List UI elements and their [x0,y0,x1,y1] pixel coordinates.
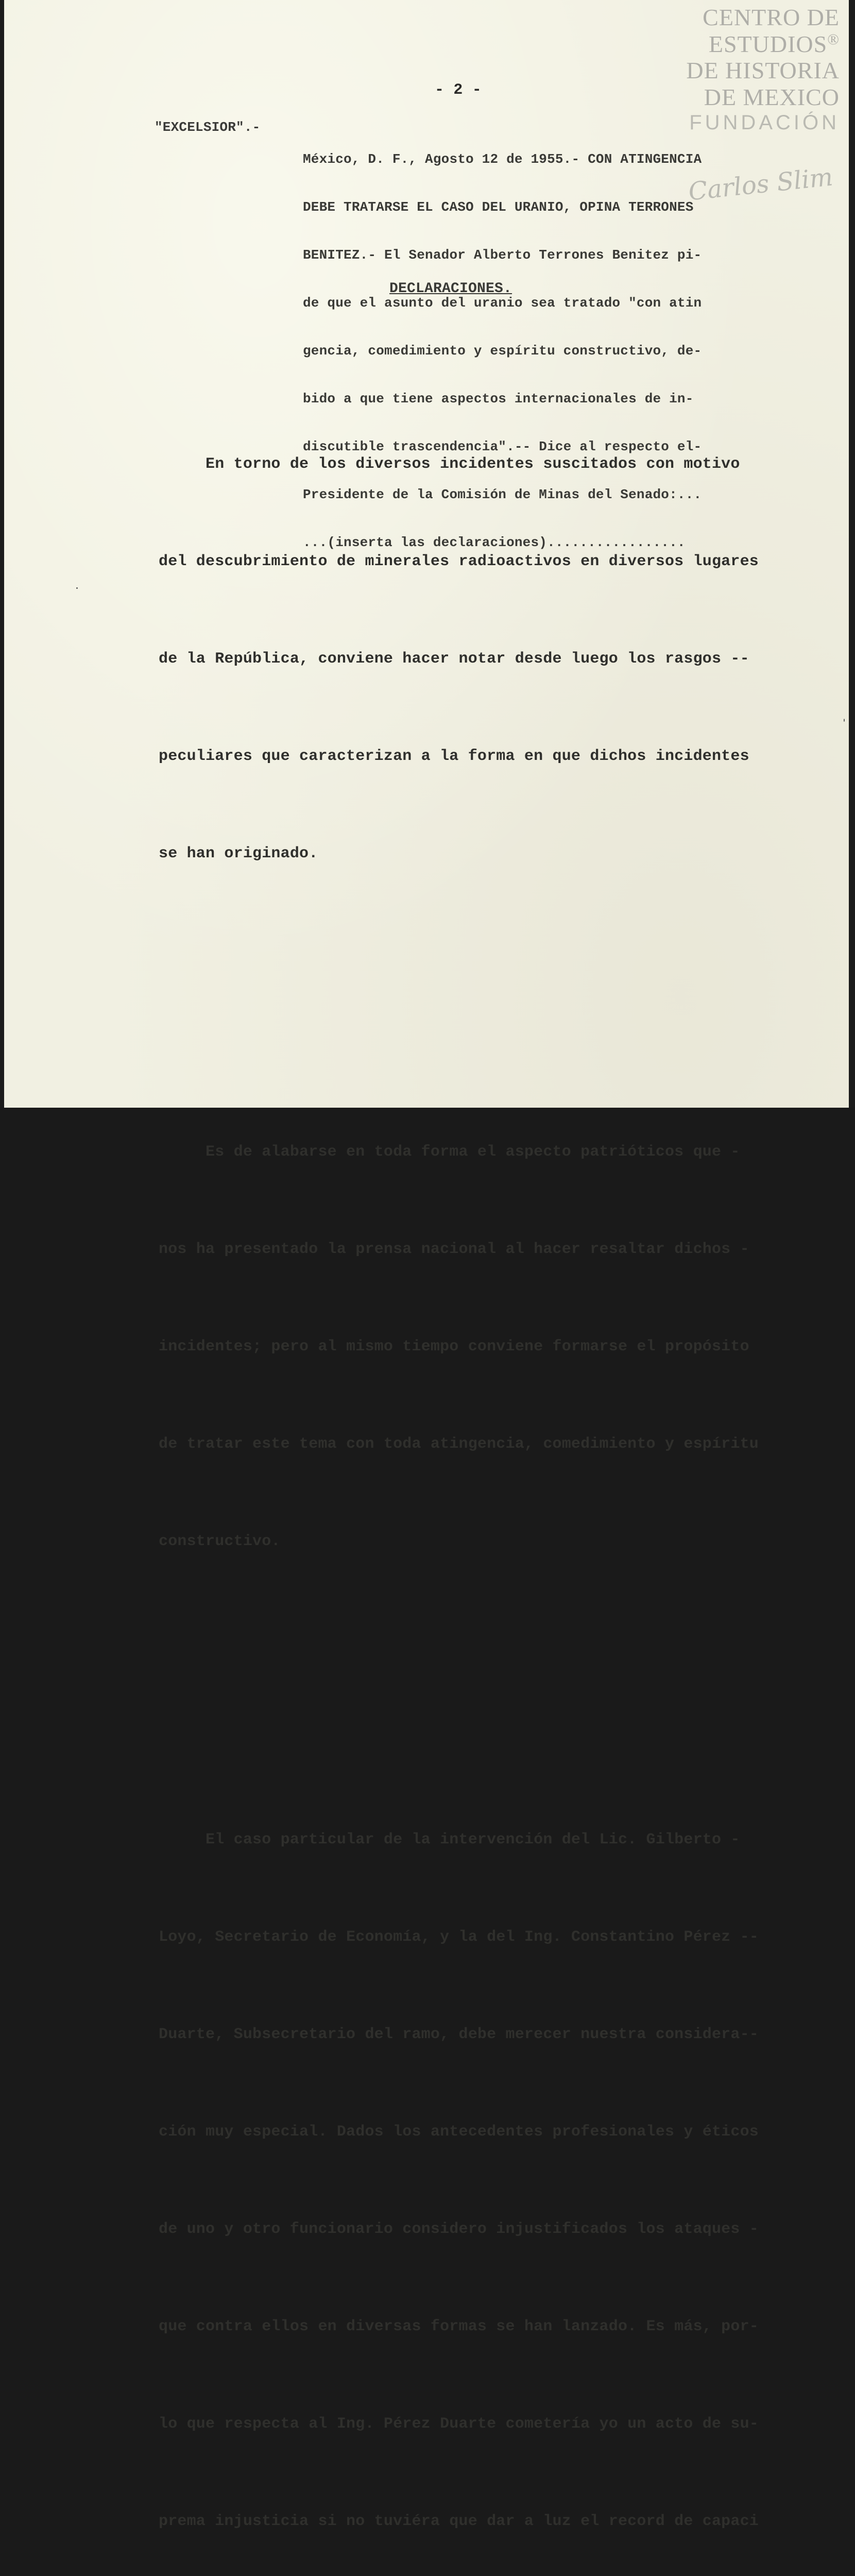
section-heading: DECLARACIONES. [389,281,512,297]
document-page [4,0,849,2530]
body-line: lo que respecta al Ing. Pérez Duarte cometería yo un acto de su- [159,2415,759,2433]
body-line: Es de alabarse en toda forma el aspecto patrióticos que - [159,1143,740,1161]
newspaper-source: "EXCELSIOR".- [155,120,261,135]
watermark-line-4: DE MEXICO [704,83,840,110]
summary-line: México, D. F., Agosto 12 de 1955.- CON ATINGENCIA [303,151,702,167]
body-text [159,318,759,2576]
body-line: Duarte, Subsecretario del ramo, debe merecer nuestra considera-- [159,2026,759,2043]
watermark-line-3: DE HISTORIA [686,57,840,84]
body-line: que contra ellos en diversas formas se han lanzado. Es más, por- [159,2318,759,2335]
summary-line: gencia, comedimiento y espíritu constructivo, de- [303,343,702,359]
summary-line: discutible trascendencia".-- Dice al respecto el- [303,439,702,454]
body-line: constructivo. [159,1533,281,1550]
summary-line: bido a que tiene aspectos internacionales de in- [303,391,694,406]
body-line: prema injusticia si no tuviéra que dar a luz el record de capaci [159,2513,759,2530]
body-line: incidentes; pero al mismo tiempo conviene formarse el propósito [159,1338,749,1355]
archive-watermark [670,4,840,134]
registered-mark: ® [827,30,840,48]
paragraph-1 [159,383,759,935]
paragraph-3 [159,1759,759,2576]
body-line: de la República, conviene hacer notar desde luego los rasgos -- [159,650,749,668]
body-line: peculiares que caracterizan a la forma en que dichos incidentes [159,748,749,765]
paragraph-2 [159,1071,759,1623]
body-line: del descubrimiento de minerales radioactivos en diversos lugares [159,553,759,570]
summary-line: de que el asunto del uranio sea tratado "con atin [303,295,702,311]
summary-line: ...(inserta las declaraciones)................. [303,535,686,550]
watermark-fundacion: FUNDACIÓN [689,111,840,134]
body-line: En torno de los diversos incidentes suscitados con motivo [159,455,740,473]
paragraph-gap [159,1000,759,1006]
paragraph-gap [159,1688,759,1694]
body-line: se han originado. [159,845,318,862]
body-line: de uno y otro funcionario considero injustificados los ataques - [159,2221,759,2238]
summary-line: DEBE TRATARSE EL CASO DEL URANIO, OPINA TERRONES [303,199,694,215]
page-number: - 2 - [435,81,482,99]
watermark-signature: Carlos Slim [687,162,835,207]
watermark-line-1: CENTRO DE [703,4,840,30]
watermark-line-2: ESTUDIOS® [708,30,840,57]
paper-speck [76,587,78,589]
summary-line: Presidente de la Comisión de Minas del Senado:... [303,487,702,502]
body-line: Loyo, Secretario de Economía, y la del Ing. Constantino Pérez -- [159,1928,759,1946]
body-line: ción muy especial. Dados los antecedentes profesionales y éticos [159,2123,759,2141]
summary-line: BENITEZ.- El Senador Alberto Terrones Benitez pi- [303,247,702,263]
body-line: de tratar este tema con toda atingencia, comedimiento y espíritu [159,1435,759,1453]
body-line: nos ha presentado la prensa nacional al hacer resaltar dichos - [159,1241,749,1258]
body-line: El caso particular de la intervención del Lic. Gilberto - [159,1831,740,1849]
paper-speck [844,719,845,722]
